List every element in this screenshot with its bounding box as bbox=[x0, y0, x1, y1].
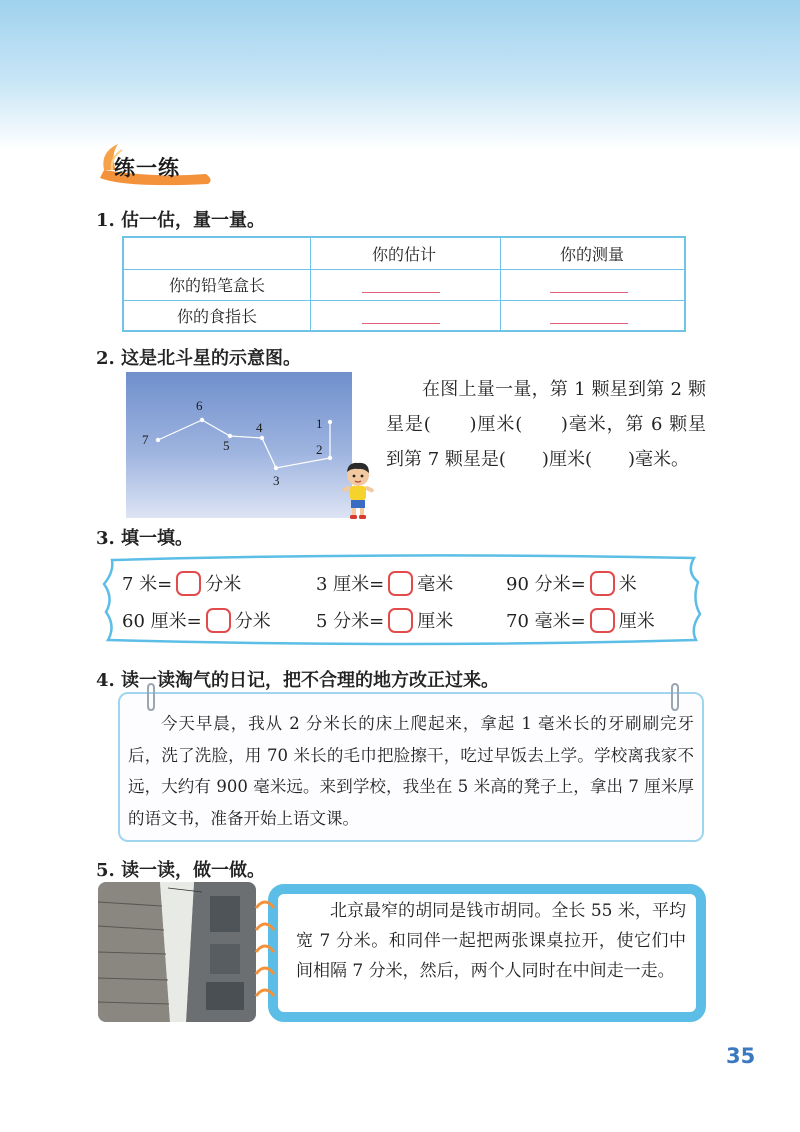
answer-box[interactable] bbox=[388, 608, 413, 633]
question-1-title: 1. 估一估，量一量。 bbox=[96, 210, 266, 231]
hutong-story-text: 北京最窄的胡同是钱市胡同。全长 55 米，平均宽 7 分米。和同伴一起把两张课桌拉开，使它们中间相隔 7 分米，然后，两个人同时在中间走一走。 bbox=[296, 901, 686, 981]
binder-ring-icon bbox=[254, 986, 276, 1000]
fill-item-unit: 米 bbox=[618, 574, 637, 595]
star-4 bbox=[260, 436, 264, 440]
table-header-measure: 你的测量 bbox=[559, 245, 624, 264]
binder-ring-icon bbox=[254, 942, 276, 956]
answer-box[interactable] bbox=[590, 571, 615, 596]
answer-box[interactable] bbox=[388, 571, 413, 596]
star-label-5: 5 bbox=[223, 438, 230, 453]
table-divider bbox=[124, 300, 684, 301]
fill-item-left: 90 分米= bbox=[506, 574, 586, 595]
question-2-title: 2. 这是北斗星的示意图。 bbox=[96, 348, 302, 369]
answer-box[interactable] bbox=[206, 608, 231, 633]
star-label-1: 1 bbox=[316, 416, 323, 431]
table-row-label: 你的食指长 bbox=[176, 307, 257, 326]
question-5-title: 5. 读一读，做一做。 bbox=[96, 860, 266, 881]
fill-item-left: 70 毫米= bbox=[506, 611, 586, 632]
question-3-title: 3. 填一填。 bbox=[96, 528, 194, 549]
answer-blank[interactable] bbox=[362, 292, 440, 293]
answer-box[interactable] bbox=[176, 571, 201, 596]
fill-item-unit: 厘米 bbox=[618, 611, 655, 632]
fill-item-left: 5 分米= bbox=[316, 611, 385, 632]
fill-item-unit: 分米 bbox=[205, 574, 242, 595]
question-2-text bbox=[386, 372, 706, 477]
fill-item-left: 7 米= bbox=[122, 574, 173, 595]
big-dipper-lines bbox=[126, 372, 352, 518]
answer-blank[interactable] bbox=[362, 323, 440, 324]
fill-item bbox=[122, 607, 271, 633]
fill-item-unit: 厘米 bbox=[417, 611, 454, 632]
fill-item-left: 3 厘米= bbox=[316, 574, 385, 595]
fill-item-unit: 分米 bbox=[234, 611, 271, 632]
header-gradient-band bbox=[0, 0, 800, 150]
star-label-3: 3 bbox=[273, 473, 280, 488]
fill-item-unit: 毫米 bbox=[417, 574, 454, 595]
fill-item bbox=[122, 570, 241, 596]
binder-ring-icon bbox=[254, 898, 276, 912]
diary-text: 今天早晨，我从 2 分米长的床上爬起来，拿起 1 毫米长的牙刷刷完牙后，洗了洗脸，用 70 米长的毛巾把脸擦干，吃过早饭去上学。学校离我家不远，大约有 900 毫米远。来到学校，我坐在 5 米高的凳子上，拿出 7 厘米厚的语文书，准备开始上语文课。 bbox=[128, 714, 694, 828]
cartoon-boy-icon bbox=[338, 462, 378, 520]
question-4-title: 4. 读一读淘气的日记，把不合理的地方改正过来。 bbox=[96, 670, 500, 691]
star-label-7: 7 bbox=[142, 432, 149, 447]
section-title: 练一练 bbox=[114, 156, 180, 180]
question-2-text-body: 在图上量一量，第 1 颗星到第 2 颗星是( )厘米( )毫米，第 6 颗星到第 7 颗星是( )厘米( )毫米。 bbox=[386, 379, 706, 470]
answer-blank[interactable] bbox=[550, 292, 628, 293]
fill-item bbox=[316, 570, 453, 596]
fill-item bbox=[506, 570, 637, 596]
fill-item bbox=[506, 607, 655, 633]
fill-item-left: 60 厘米= bbox=[122, 611, 202, 632]
table-header-estimate: 你的估计 bbox=[371, 245, 436, 264]
star-label-4: 4 bbox=[256, 420, 263, 435]
star-3 bbox=[274, 466, 278, 470]
star-2 bbox=[328, 456, 332, 460]
hutong-photo bbox=[98, 882, 256, 1022]
answer-blank[interactable] bbox=[550, 323, 628, 324]
star-label-6: 6 bbox=[196, 398, 203, 413]
table-row-label: 你的铅笔盒长 bbox=[168, 276, 265, 295]
binder-ring-icon bbox=[254, 964, 276, 978]
binder-ring-icon bbox=[254, 920, 276, 934]
star-1 bbox=[328, 420, 332, 424]
fill-item bbox=[316, 607, 453, 633]
table-divider bbox=[124, 269, 684, 270]
page-number: 35 bbox=[726, 1044, 756, 1068]
star-label-2: 2 bbox=[316, 442, 323, 457]
star-6 bbox=[200, 418, 204, 422]
star-7 bbox=[156, 438, 160, 442]
answer-box[interactable] bbox=[590, 608, 615, 633]
